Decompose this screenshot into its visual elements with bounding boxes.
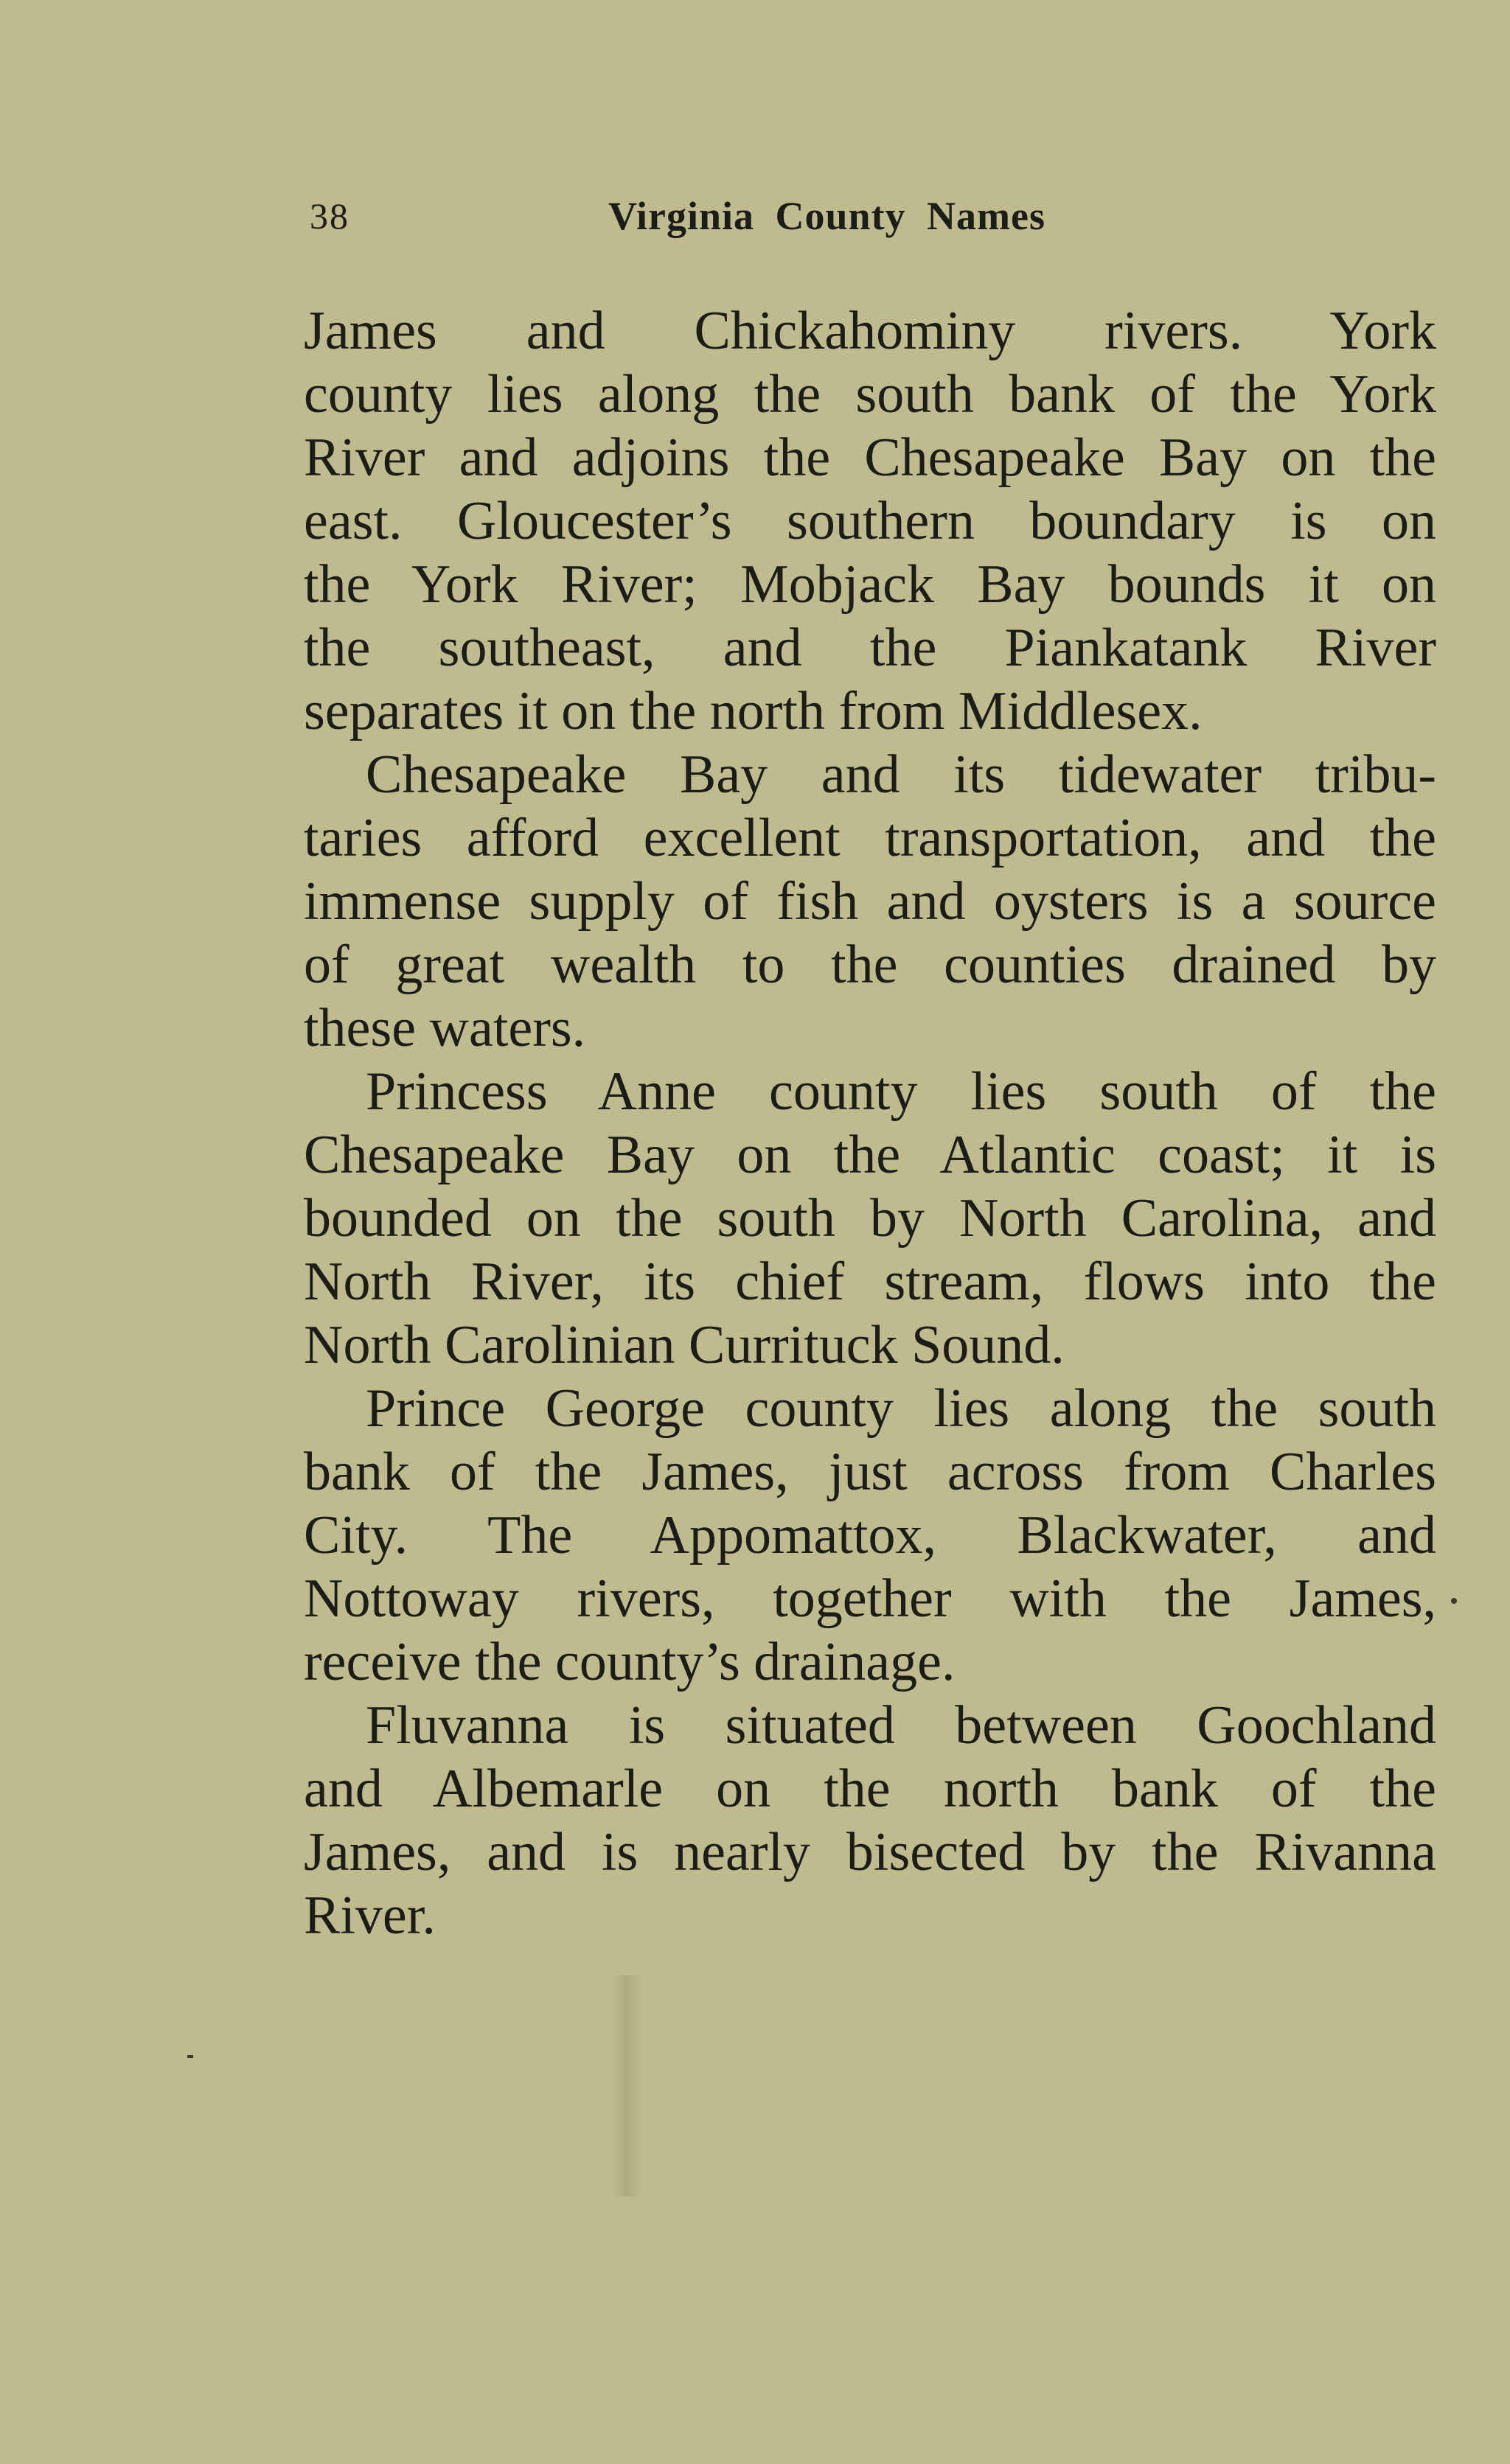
- paper-shadow: [612, 1975, 641, 2196]
- marginal-dot: [1451, 1598, 1457, 1604]
- paragraph: [304, 1060, 1436, 1377]
- text-line: the York River; Mobjack Bay bounds it on: [304, 554, 1436, 615]
- text-line: River and adjoins the Chesapeake Bay on the: [304, 427, 1436, 488]
- text-line: and Albemarle on the north bank of the: [304, 1759, 1436, 1819]
- text-line: receive the county’s drainage.: [304, 1632, 956, 1692]
- text-line: immense supply of fish and oysters is a source: [304, 871, 1436, 932]
- paragraph: [304, 743, 1436, 1060]
- running-title: Virginia County Names: [608, 194, 1046, 238]
- paper-speck: [187, 2055, 193, 2058]
- text-line: county lies along the south bank of the York: [304, 364, 1436, 425]
- paragraph: [304, 1377, 1436, 1694]
- paragraph: [304, 299, 1436, 743]
- text-line: Chesapeake Bay and its tidewater tribu-: [366, 744, 1436, 805]
- text-line: James and Chickahominy rivers. York: [304, 301, 1436, 361]
- text-line: the southeast, and the Piankatank River: [304, 618, 1436, 678]
- paragraph: [304, 1694, 1436, 1947]
- text-line: Nottoway rivers, together with the James,: [304, 1568, 1436, 1629]
- text-line: City. The Appomattox, Blackwater, and: [304, 1505, 1436, 1566]
- text-line: of great wealth to the counties drained by: [304, 935, 1436, 995]
- text-line: Fluvanna is situated between Goochland: [366, 1695, 1436, 1756]
- text-line: these waters.: [304, 998, 586, 1058]
- text-line: taries afford excellent transportation, and the: [304, 808, 1436, 868]
- text-line: Prince George county lies along the south: [366, 1378, 1436, 1439]
- text-line: James, and is nearly bisected by the Rivanna: [304, 1822, 1436, 1882]
- text-line: bank of the James, just across from Charles: [304, 1442, 1436, 1502]
- text-line: separates it on the north from Middlesex.: [304, 681, 1203, 741]
- text-line: Chesapeake Bay on the Atlantic coast; it is: [304, 1125, 1436, 1185]
- text-line: North River, its chief stream, flows into the: [304, 1252, 1436, 1312]
- text-line: North Carolinian Currituck Sound.: [304, 1315, 1065, 1375]
- page-header: [310, 190, 1135, 242]
- page-number: 38: [310, 195, 349, 237]
- text-line: east. Gloucester’s southern boundary is on: [304, 491, 1436, 551]
- text-line: Princess Anne county lies south of the: [366, 1061, 1436, 1122]
- body-text: [304, 299, 1436, 1947]
- text-line: River.: [304, 1885, 436, 1946]
- text-line: bounded on the south by North Carolina, and: [304, 1188, 1436, 1249]
